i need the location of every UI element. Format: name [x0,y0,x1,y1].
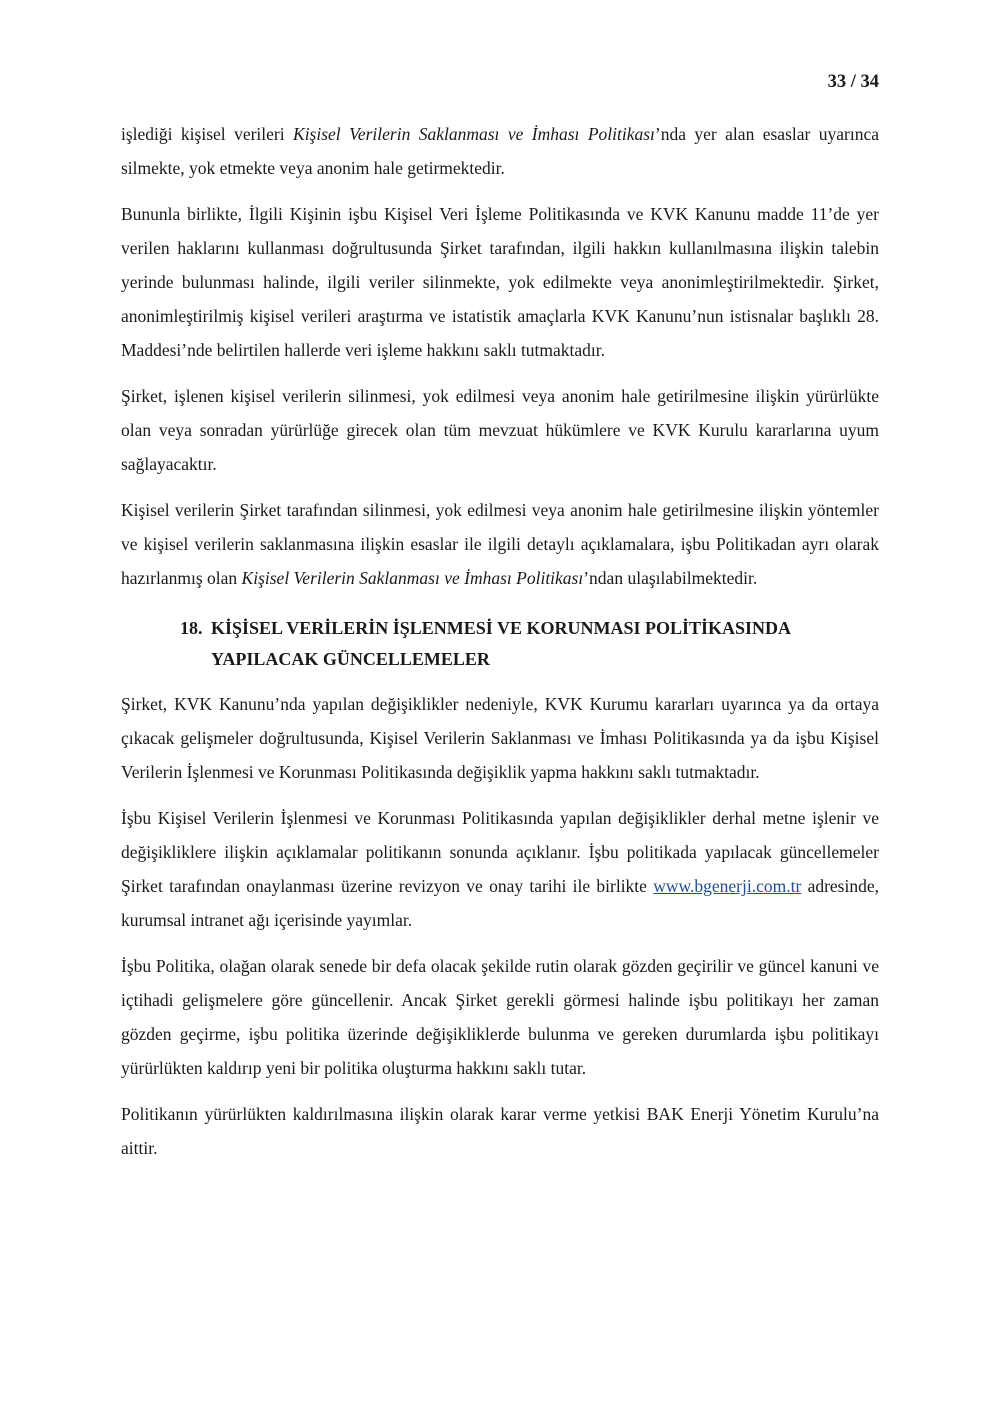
paragraph-4-text-a: Kişisel verilerin Şirket tarafından silinmesi, yok edilmesi veya anonim hale getirilmesine ilişkin yöntemler ve kişisel verilerin saklanmasına ilişkin esaslar ile ilgili detaylı açıklamalara, işbu Politikadan ayrı olarak hazırlanmış olan [121,500,879,588]
website-link[interactable]: www.bgenerji.com.tr [653,876,802,896]
paragraph-5: Şirket, KVK Kanunu’nda yapılan değişiklikler nedeniyle, KVK Kurumu kararları uyarınca ya da ortaya çıkacak gelişmeler doğrultusunda, Kişisel Verilerin Saklanması ve İmhası Politikasında ya da işbu Kişisel Verilerin İşlenmesi ve Korunması Politikasında değişiklik yapma hakkını saklı tutmaktadır. [121,694,879,782]
section-title: KİŞİSEL VERİLERİN İŞLENMESİ VE KORUNMASI POLİTİKASINDA YAPILACAK GÜNCELLEMELER [211,618,791,669]
paragraph-1-text-c: ’nda yer alan esaslar uyarınca silmekte, yok etmekte veya anonim hale getirmektedir. [121,124,879,178]
document-body [121,117,879,1177]
paragraph-8: Politikanın yürürlükten kaldırılmasına ilişkin olarak karar verme yetkisi BAK Enerji Yönetim Kurulu’na aittir. [121,1104,879,1158]
paragraph-2: Bununla birlikte, İlgili Kişinin işbu Kişisel Veri İşleme Politikasında ve KVK Kanunu madde 11’de yer verilen haklarını kullanması doğrultusunda Şirket tarafından, ilgili hakkın kullanılmasına ilişkin talebin yerinde bulunması halinde, ilgili veriler silinmekte, yok edilmekte veya anonimleştirilmektedir. Şirket, anonimleştirilmiş kişisel verileri araştırma ve istatistik amaçlarla KVK Kanunu’nun istisnalar başlıklı 28. Maddesi’nde belirtilen hallerde veri işleme hakkını saklı tutmaktadır. [121,204,879,360]
section-number: 18. [180,618,203,638]
page-number: 33 / 34 [827,72,879,92]
paragraph-1 [121,117,879,185]
paragraph-4-text-c: ’ndan ulaşılabilmektedir. [583,568,758,588]
paragraph-3: Şirket, işlenen kişisel verilerin silinmesi, yok edilmesi veya anonim hale getirilmesine ilişkin yürürlükte olan veya sonradan yürürlüğe girecek olan tüm mevzuat hükümlere ve KVK Kurulu kararlarına uyum sağlayacaktır. [121,386,879,474]
paragraph-4 [121,493,879,595]
paragraph-7: İşbu Politika, olağan olarak senede bir defa olacak şekilde rutin olarak gözden geçirilir ve güncel kanuni ve içtihadi gelişmelere göre güncellenir. Ancak Şirket gerekli görmesi halinde işbu politikayı her zaman gözden geçirme, işbu politika üzerinde değişikliklerde bulunma ve gereken durumlarda işbu politikayı yürürlükten kaldırıp yeni bir politika oluşturma hakkını saklı tutar. [121,956,879,1078]
paragraph-6 [121,801,879,937]
policy-title-reference: Kişisel Verilerin Saklanması ve İmhası Politikası [293,124,655,144]
paragraph-6-text-a: İşbu Kişisel Verilerin İşlenmesi ve Korunması Politikasında yapılan değişiklikler derhal metne işlenir ve değişikliklere ilişkin açıklamalar politikanın sonunda açıklanır. İşbu politikada yapılacak güncellemeler Şirket tarafından onaylanması üzerine revizyon ve onay tarihi ile birlikte [121,808,879,896]
paragraph-6-text-c: adresinde, kurumsal intranet ağı içerisinde yayımlar. [121,876,879,930]
policy-title-reference-2: Kişisel Verilerin Saklanması ve İmhası Politikası [241,568,584,588]
paragraph-1-text-a: işlediği kişisel verileri [121,124,294,144]
section-heading [121,613,879,675]
